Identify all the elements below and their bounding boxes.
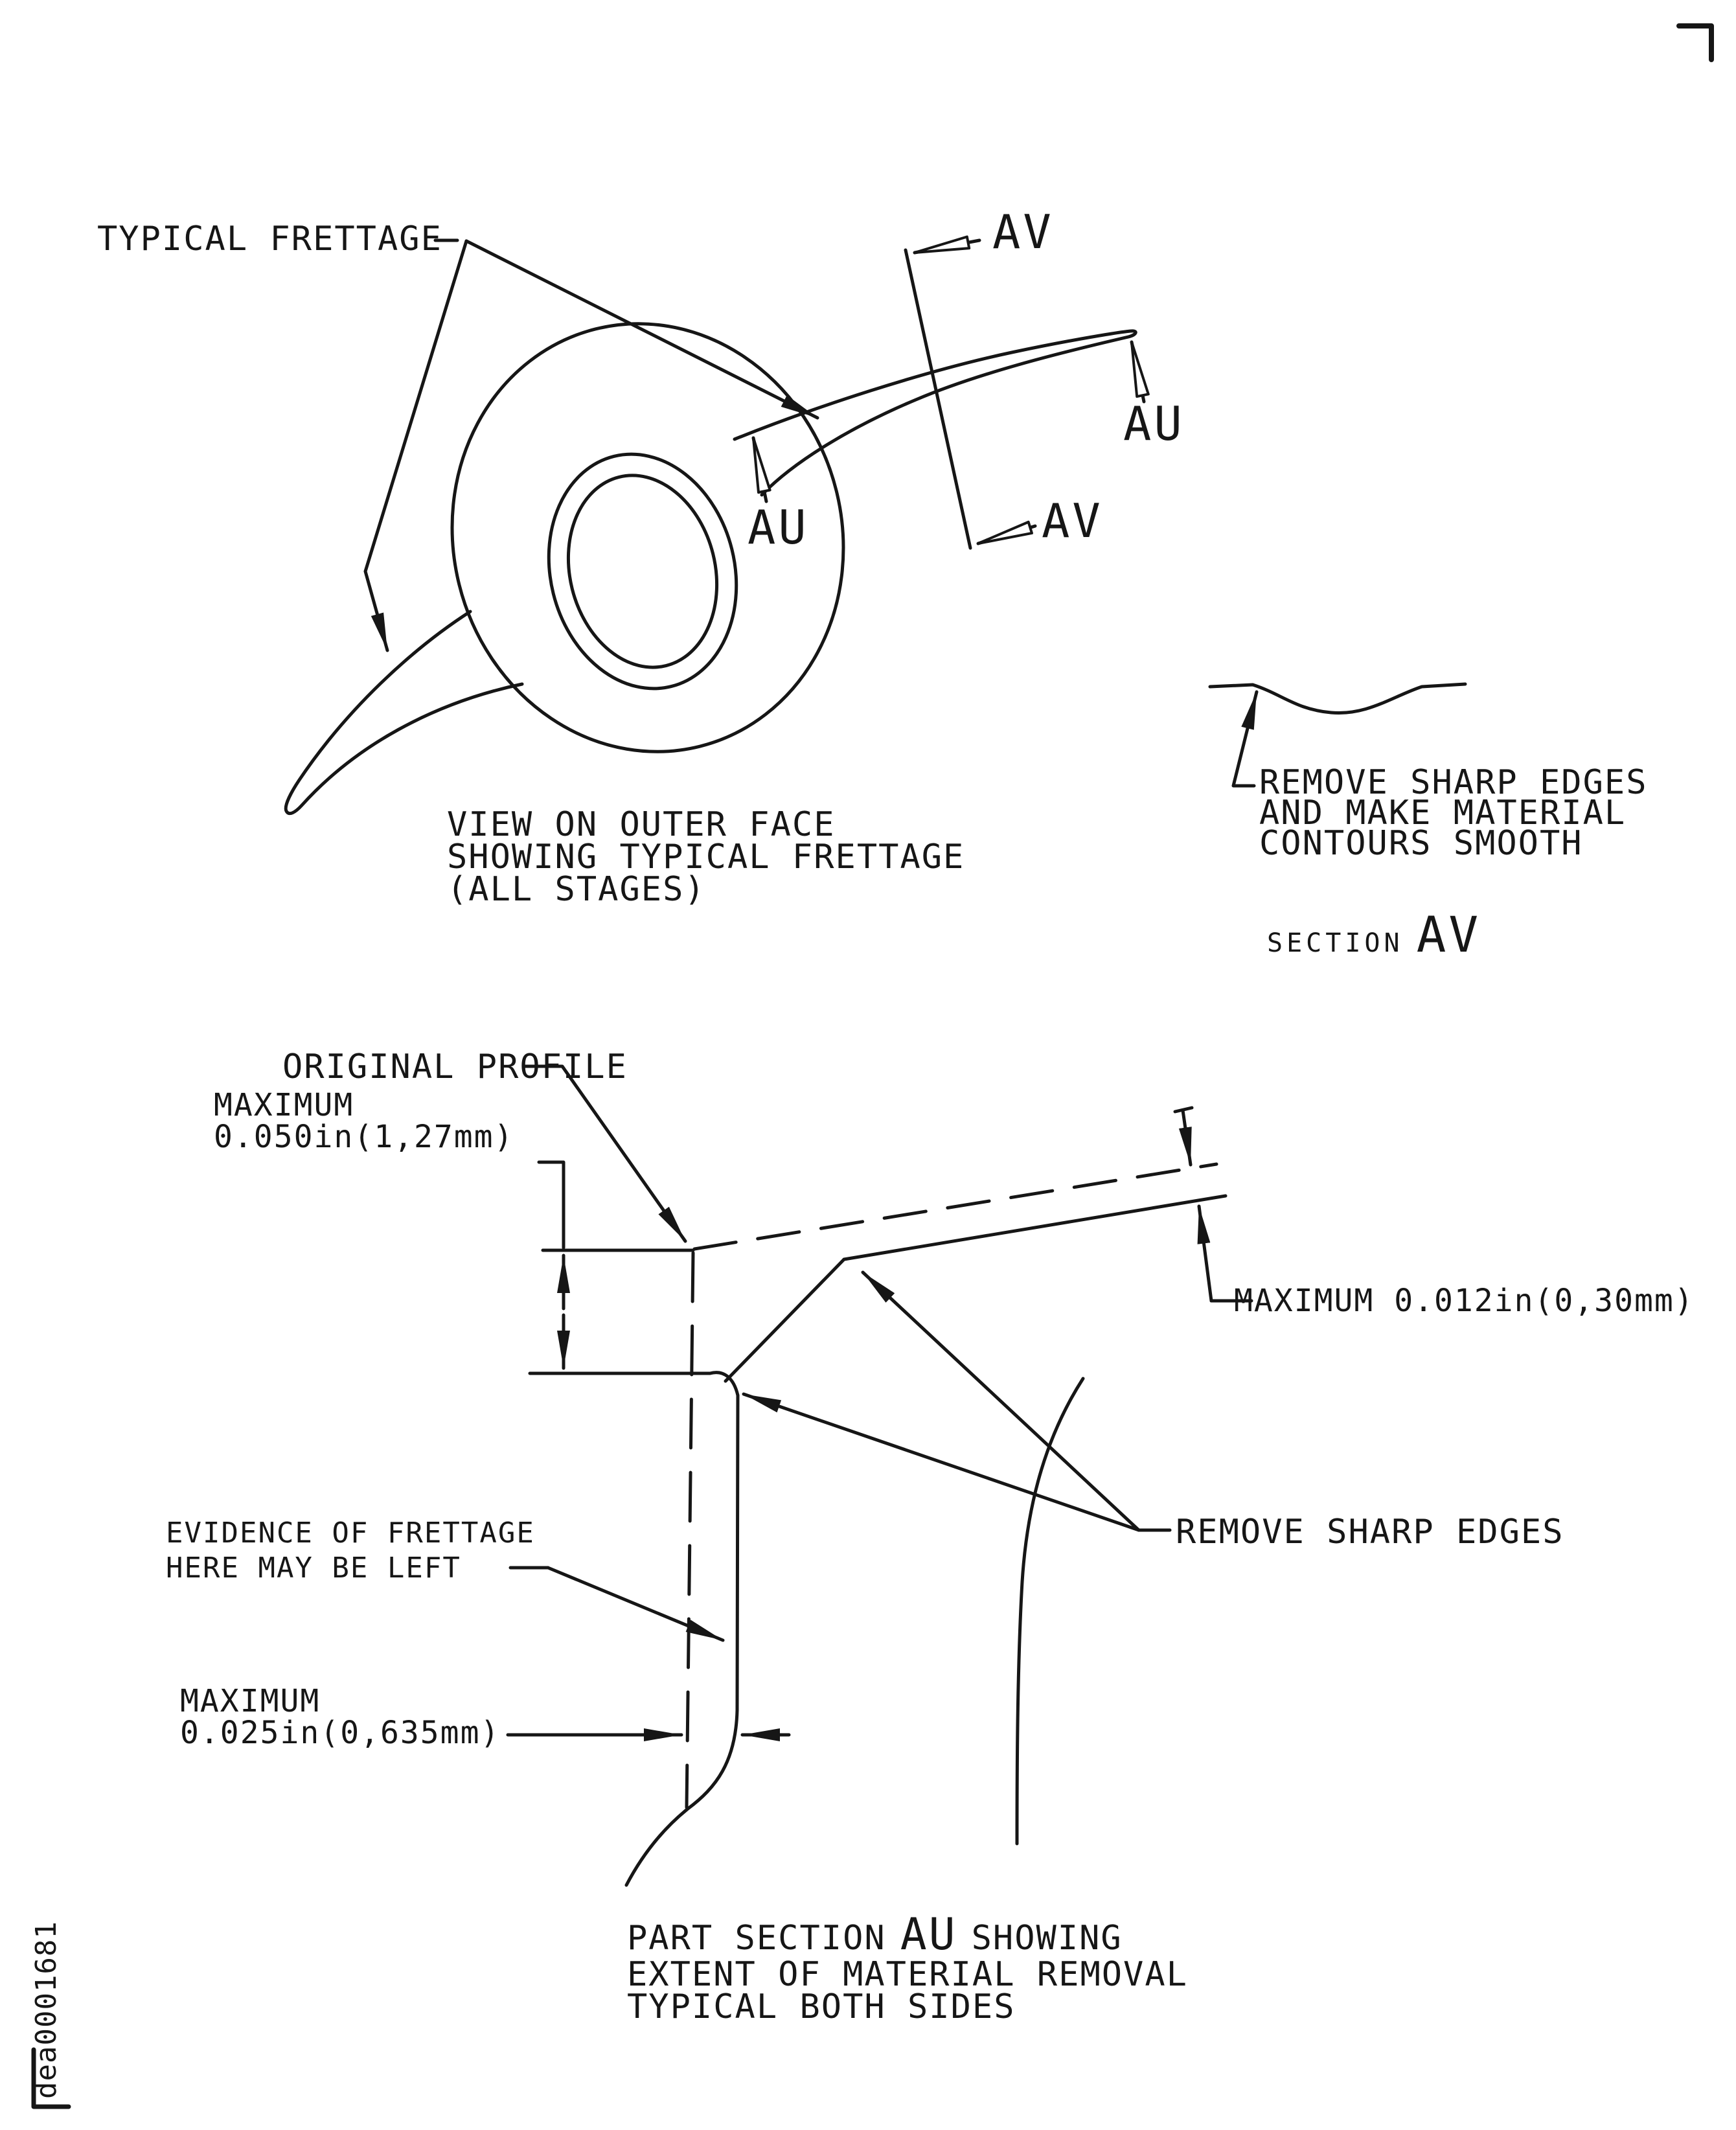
document-number: dea0001681 [30, 1921, 63, 2099]
reworked-surface-line [844, 1196, 1226, 1259]
original-profile-dashed-slant [694, 1164, 1216, 1249]
frettage-leader-left-arrow [365, 241, 466, 650]
part-section-caption-post: SHOWING [971, 1919, 1123, 1958]
max-depth-label [214, 1087, 514, 1155]
section-av-arrow-bottom [978, 526, 1035, 544]
section-av-note-line2: AND MAKE MATERIAL [1259, 794, 1627, 832]
top-view-caption-line1: VIEW ON OUTER FACE [447, 805, 836, 844]
part-section-caption-line3: TYPICAL BOTH SIDES [627, 1987, 1016, 2026]
detail-au-marker-right-label: AU [1123, 396, 1185, 451]
part-section-caption-line2: EXTENT OF MATERIAL REMOVAL [627, 1955, 1188, 1994]
top-view-caption-line3: (ALL STAGES) [447, 870, 706, 909]
evidence-label-line2: HERE MAY BE LEFT [166, 1552, 461, 1585]
section-av-marker-bottom-label: AV [1042, 494, 1103, 548]
max-step-label: MAXIMUM 0.012in(0,30mm) [1234, 1283, 1695, 1319]
max-land-label [180, 1683, 501, 1751]
frettage-mark-upper-right [735, 331, 1136, 495]
part-section-caption-line1 [627, 1909, 1188, 1960]
part-section-caption-letters: AU [900, 1909, 957, 1960]
evidence-leader-arrow [548, 1568, 723, 1640]
section-av-title-word: SECTION [1267, 928, 1404, 958]
remove-edges-arrow-upper [863, 1272, 1139, 1530]
max-step-arrow-down [1183, 1110, 1191, 1165]
detail-au-arrow-right [1132, 342, 1144, 402]
section-av-title [1267, 906, 1481, 963]
top-view-caption [447, 805, 965, 909]
top-view-caption-line2: SHOWING TYPICAL FRETTAGE [447, 838, 965, 876]
original-profile-label: ORIGINAL PROFILE [282, 1048, 628, 1086]
part-section-caption-pre: PART SECTION [627, 1919, 886, 1958]
remove-edges-arrow-lower [744, 1394, 1139, 1530]
max-depth-label-line2: 0.050in(1,27mm) [214, 1119, 514, 1155]
section-av-note-line1: REMOVE SHARP EDGES [1259, 763, 1648, 802]
max-depth-label-line1: MAXIMUM [214, 1087, 354, 1123]
section-av-contour [1210, 684, 1465, 713]
remove-sharp-edges-label: REMOVE SHARP EDGES [1176, 1513, 1564, 1552]
original-profile-dashed-vertical [687, 1253, 693, 1807]
hub-outer-circle [407, 282, 889, 793]
original-profile-leader [523, 1066, 685, 1241]
max-land-label-line2: 0.025in(0,635mm) [180, 1715, 501, 1751]
section-av-note-line3: CONTOURS SMOOTH [1259, 824, 1583, 863]
frettage-leader-right-arrow [466, 241, 817, 418]
evidence-label [166, 1516, 535, 1586]
max-depth-bracket [539, 1162, 564, 1248]
typical-frettage-label: TYPICAL FRETTAGE [97, 220, 442, 258]
detail-au-marker-center-label: AU [748, 500, 809, 555]
section-av-marker-top-label: AV [992, 205, 1054, 259]
section-av-arrow-top [915, 240, 979, 253]
max-land-label-line1: MAXIMUM [180, 1683, 321, 1719]
corner-mark-top-right [1679, 26, 1711, 60]
detail-au-arrow-center [753, 438, 766, 501]
section-av-title-letters: AV [1416, 906, 1481, 963]
bore-inner-circle [549, 459, 737, 683]
part-section-caption [627, 1909, 1188, 2026]
frettage-mark-lower-left [286, 612, 522, 814]
evidence-label-line1: EVIDENCE OF FRETTAGE [166, 1517, 535, 1550]
section-av-note [1259, 763, 1648, 863]
section-av-note-leader [1233, 692, 1257, 786]
frettage-pip [710, 1373, 738, 1395]
rework-chamfer-line [725, 1259, 844, 1381]
